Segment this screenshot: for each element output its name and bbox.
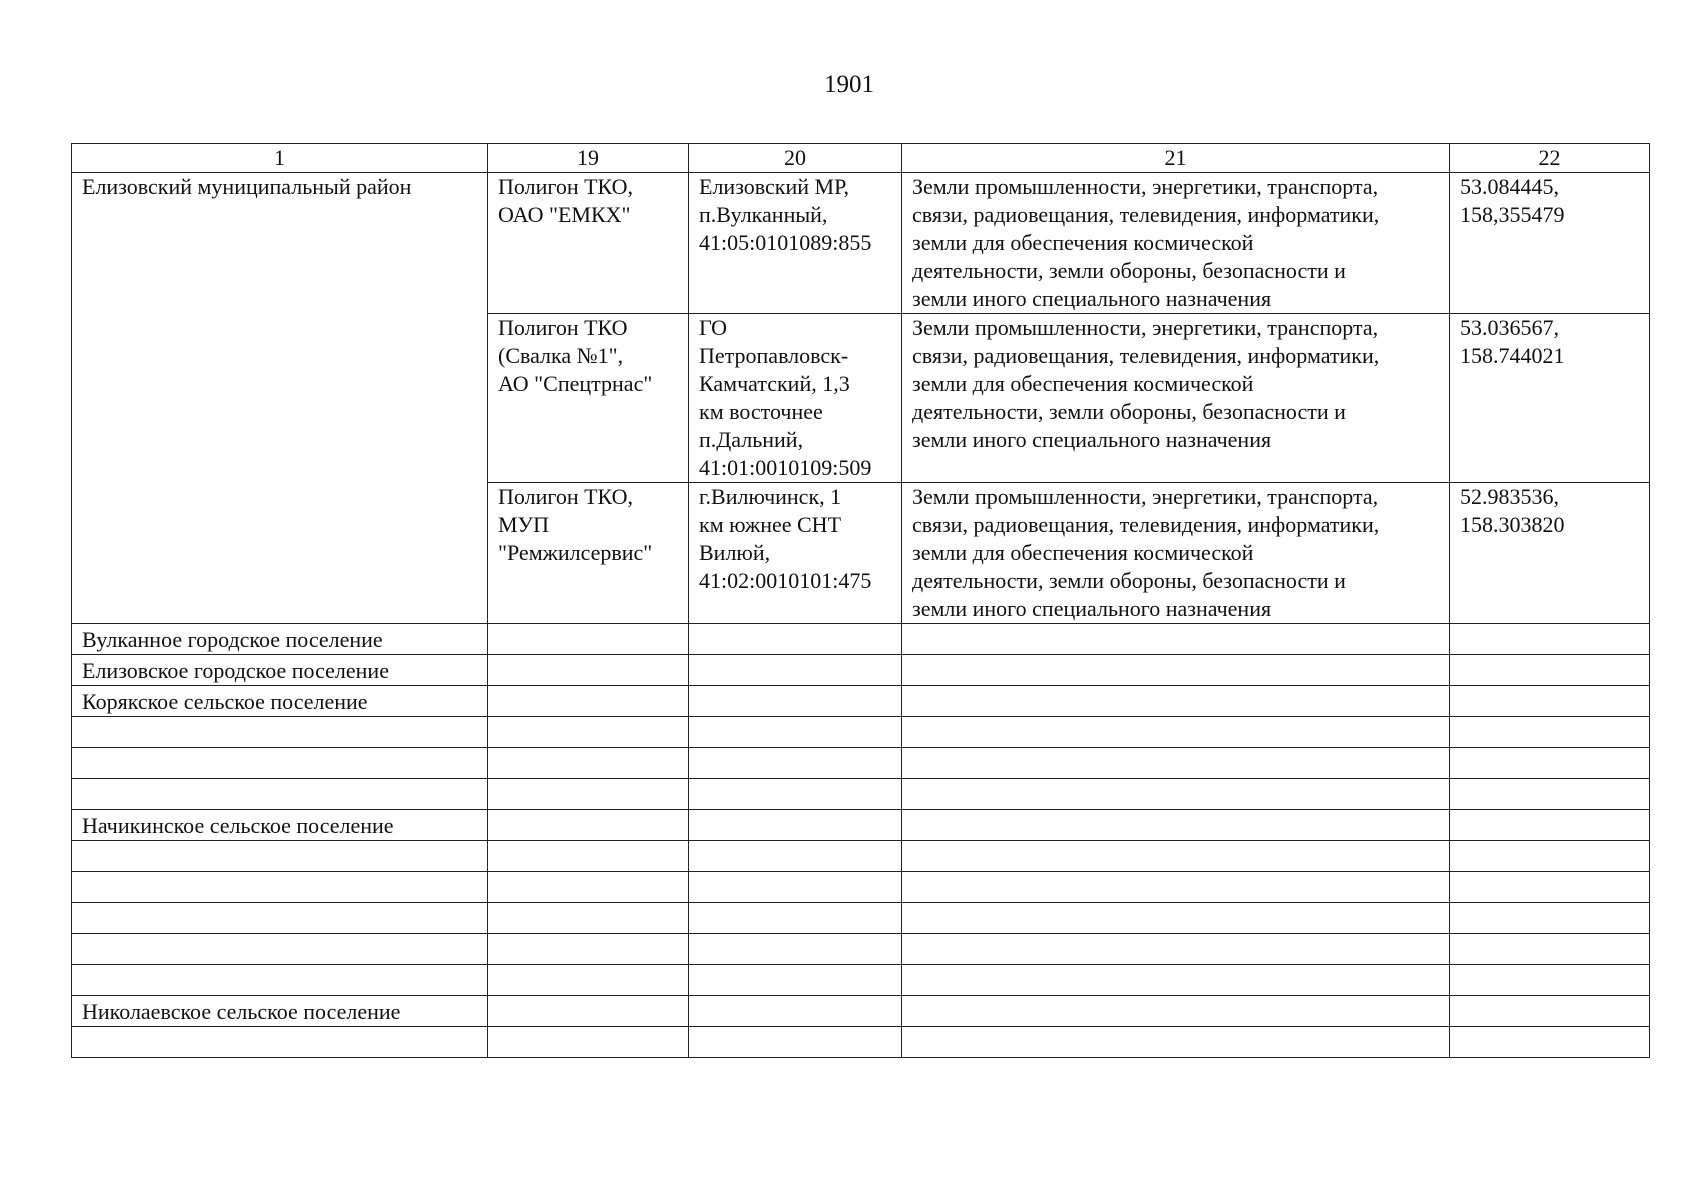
column-header: 19: [488, 144, 689, 173]
settlement-name-cell: Начикинское сельское поселение: [72, 810, 488, 841]
empty-cell: [689, 748, 902, 779]
header-row: [72, 144, 1650, 173]
location-line: Петропавловск-: [699, 343, 849, 368]
table-row: [72, 748, 1650, 779]
district-cell: [72, 173, 488, 624]
table-row: [72, 841, 1650, 872]
settlement-name-cell: Елизовское городское поселение: [72, 655, 488, 686]
empty-cell: [689, 810, 902, 841]
coordinate-line: 52.983536,: [1460, 484, 1559, 509]
object-name-line: МУП: [498, 512, 550, 537]
land-category-cell: [902, 483, 1450, 624]
land-category-line: земли для обеспечения космической: [912, 371, 1254, 396]
empty-cell: [1450, 686, 1650, 717]
table-row: [72, 717, 1650, 748]
empty-cell: [488, 748, 689, 779]
land-category-line: Земли промышленности, энергетики, транспорта,: [912, 484, 1379, 509]
district-name: Елизовский муниципальный район: [82, 174, 412, 199]
land-category-line: Земли промышленности, энергетики, транспорта,: [912, 315, 1379, 340]
empty-cell: [1450, 717, 1650, 748]
column-header: 1: [72, 144, 488, 173]
empty-cell: [902, 903, 1450, 934]
location-line: Елизовский МР,: [699, 174, 850, 199]
empty-cell: [689, 903, 902, 934]
location-line: 41:05:0101089:855: [699, 230, 872, 255]
empty-cell: [1450, 779, 1650, 810]
object-location-cell: [689, 173, 902, 314]
coordinate-line: 158.303820: [1460, 512, 1565, 537]
empty-cell: [902, 779, 1450, 810]
coordinates-cell: [1450, 173, 1650, 314]
empty-cell: [902, 841, 1450, 872]
table-row: [72, 779, 1650, 810]
location-line: 41:01:0010109:509: [699, 455, 872, 480]
empty-cell: [902, 717, 1450, 748]
empty-cell: [689, 717, 902, 748]
empty-cell: [1450, 748, 1650, 779]
land-category-line: связи, радиовещания, телевидения, информатики,: [912, 202, 1380, 227]
coordinate-line: 53.036567,: [1460, 315, 1559, 340]
settlement-name-cell: Корякское сельское поселение: [72, 686, 488, 717]
object-name-cell: [488, 314, 689, 483]
table-row: [72, 810, 1650, 841]
object-name-line: (Свалка №1",: [498, 343, 624, 368]
location-line: п.Дальний,: [699, 427, 804, 452]
land-category-line: земли иного специального назначения: [912, 596, 1272, 621]
empty-cell: [689, 624, 902, 655]
empty-cell: [488, 872, 689, 903]
land-category-line: деятельности, земли обороны, безопасности и: [912, 399, 1346, 424]
table-row: [72, 934, 1650, 965]
coordinates-cell: [1450, 483, 1650, 624]
coordinate-line: 158,355479: [1460, 202, 1565, 227]
table-row: [72, 965, 1650, 996]
empty-cell: [1450, 965, 1650, 996]
location-line: г.Вилючинск, 1: [699, 484, 842, 509]
empty-cell: [902, 934, 1450, 965]
empty-cell: [488, 686, 689, 717]
empty-cell: [689, 872, 902, 903]
empty-cell: [689, 655, 902, 686]
table-row: [72, 996, 1650, 1027]
empty-cell: [1450, 810, 1650, 841]
land-category-cell: [902, 314, 1450, 483]
land-category-line: деятельности, земли обороны, безопасности и: [912, 258, 1346, 283]
land-category-line: земли для обеспечения космической: [912, 540, 1254, 565]
column-header: 20: [689, 144, 902, 173]
empty-cell: [689, 779, 902, 810]
location-line: п.Вулканный,: [699, 202, 828, 227]
location-line: км восточнее: [699, 399, 823, 424]
object-name-cell: [488, 173, 689, 314]
empty-cell: [1450, 1027, 1650, 1058]
settlement-rows: [72, 624, 1650, 1058]
empty-cell: [488, 810, 689, 841]
empty-cell: [902, 872, 1450, 903]
empty-cell: [689, 965, 902, 996]
table-row: [72, 903, 1650, 934]
object-name-line: АО "Спецтрнас": [498, 371, 653, 396]
empty-cell: [902, 996, 1450, 1027]
land-category-line: связи, радиовещания, телевидения, информатики,: [912, 512, 1380, 537]
table-row: [72, 624, 1650, 655]
empty-cell: [902, 655, 1450, 686]
empty-cell: [488, 841, 689, 872]
land-category-line: земли иного специального назначения: [912, 286, 1272, 311]
settlement-name-cell: Вулканное городское поселение: [72, 624, 488, 655]
empty-cell: [689, 996, 902, 1027]
settlement-name-cell: [72, 903, 488, 934]
empty-cell: [902, 965, 1450, 996]
empty-cell: [488, 996, 689, 1027]
coordinates-cell: [1450, 314, 1650, 483]
empty-cell: [488, 934, 689, 965]
object-name-cell: [488, 483, 689, 624]
table-row: [72, 655, 1650, 686]
object-name-line: Полигон ТКО,: [498, 484, 634, 509]
location-line: ГО: [699, 315, 728, 340]
object-name-line: "Ремжилсервис": [498, 540, 653, 565]
land-category-line: земли для обеспечения космической: [912, 230, 1254, 255]
object-name-line: Полигон ТКО,: [498, 174, 634, 199]
location-line: Вилюй,: [699, 540, 771, 565]
location-line: Камчатский, 1,3: [699, 371, 850, 396]
empty-cell: [689, 841, 902, 872]
object-name-line: ОАО "ЕМКХ": [498, 202, 631, 227]
table-row: [72, 1027, 1650, 1058]
empty-cell: [1450, 655, 1650, 686]
column-header: 21: [902, 144, 1450, 173]
empty-cell: [1450, 841, 1650, 872]
empty-cell: [902, 686, 1450, 717]
table-row: [72, 872, 1650, 903]
table-row: [72, 686, 1650, 717]
registry-table: [71, 143, 1650, 1058]
object-location-cell: [689, 314, 902, 483]
land-category-line: Земли промышленности, энергетики, транспорта,: [912, 174, 1379, 199]
land-category-line: деятельности, земли обороны, безопасности и: [912, 568, 1346, 593]
settlement-name-cell: [72, 717, 488, 748]
page-number: 1901: [824, 71, 874, 98]
empty-cell: [1450, 903, 1650, 934]
empty-cell: [1450, 934, 1650, 965]
empty-cell: [1450, 624, 1650, 655]
empty-cell: [902, 810, 1450, 841]
object-location-cell: [689, 483, 902, 624]
settlement-name-cell: [72, 965, 488, 996]
settlement-name-cell: [72, 872, 488, 903]
column-header: 22: [1450, 144, 1650, 173]
empty-cell: [902, 624, 1450, 655]
settlement-name-cell: [72, 841, 488, 872]
land-category-line: связи, радиовещания, телевидения, информатики,: [912, 343, 1380, 368]
empty-cell: [488, 717, 689, 748]
settlement-name-cell: [72, 779, 488, 810]
settlement-name-cell: Николаевское сельское поселение: [72, 996, 488, 1027]
empty-cell: [902, 1027, 1450, 1058]
empty-cell: [488, 1027, 689, 1058]
empty-cell: [488, 624, 689, 655]
empty-cell: [902, 748, 1450, 779]
settlement-name-cell: [72, 1027, 488, 1058]
empty-cell: [488, 655, 689, 686]
land-category-cell: [902, 173, 1450, 314]
empty-cell: [488, 903, 689, 934]
settlement-name-cell: [72, 748, 488, 779]
location-line: 41:02:0010101:475: [699, 568, 872, 593]
empty-cell: [689, 686, 902, 717]
empty-cell: [689, 1027, 902, 1058]
location-line: км южнее СНТ: [699, 512, 842, 537]
table-row: [72, 173, 1650, 314]
empty-cell: [488, 779, 689, 810]
coordinate-line: 53.084445,: [1460, 174, 1559, 199]
empty-cell: [488, 965, 689, 996]
settlement-name-cell: [72, 934, 488, 965]
empty-cell: [1450, 872, 1650, 903]
land-category-line: земли иного специального назначения: [912, 427, 1272, 452]
coordinate-line: 158.744021: [1460, 343, 1565, 368]
empty-cell: [689, 934, 902, 965]
empty-cell: [1450, 996, 1650, 1027]
object-name-line: Полигон ТКО: [498, 315, 628, 340]
